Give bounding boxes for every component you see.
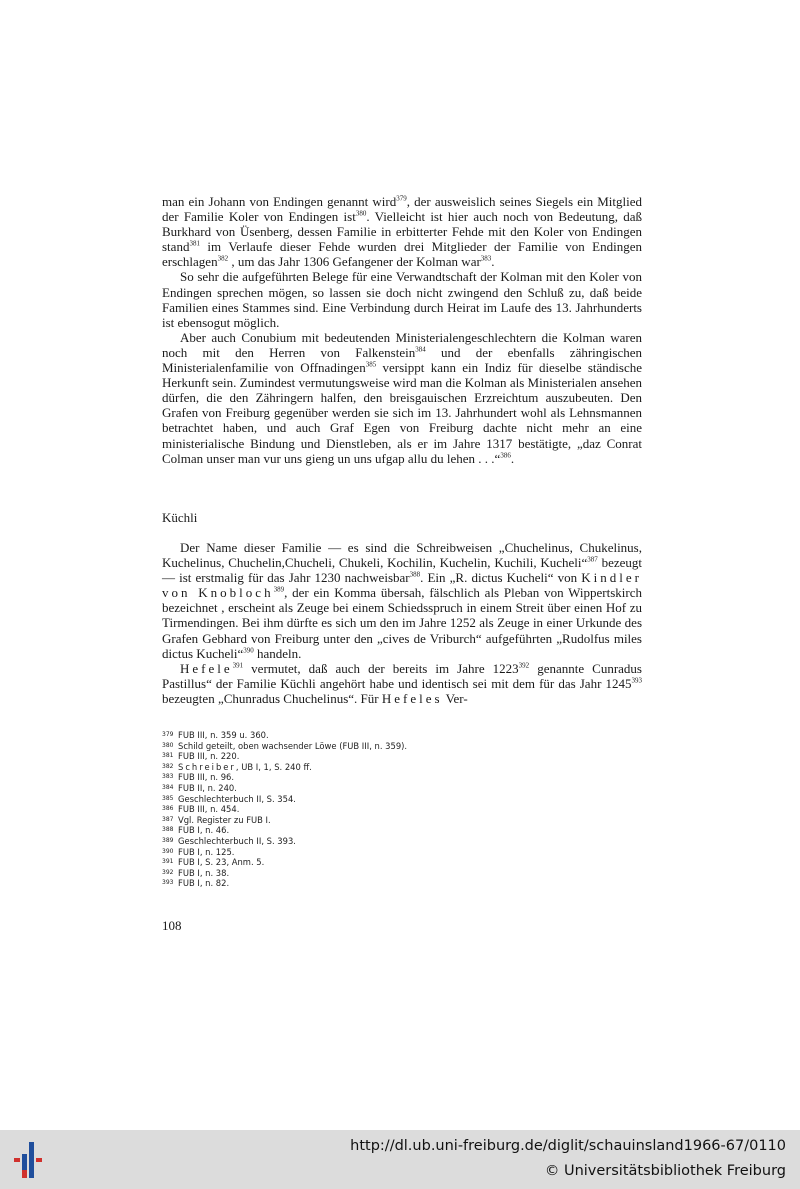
footnote-ref: 387	[587, 555, 598, 564]
footnote-ref: 380	[355, 209, 367, 218]
footer-bar	[0, 1130, 800, 1189]
footnote: 390 FUB I, n. 125.	[162, 846, 235, 857]
footnote: 387 Vgl. Register zu FUB I.	[162, 814, 271, 825]
footnote: 393 FUB I, n. 82.	[162, 878, 230, 889]
page-number: 108	[162, 918, 182, 933]
ub-freiburg-logo-icon[interactable]	[10, 1140, 50, 1180]
footnote-ref: 379	[396, 194, 407, 203]
paragraph-2: So sehr die aufgeführten Belege für eine Verwandtschaft der Kolman mit den Koler von Endingen sprechen mögen, so lassen sie doch nicht zwingend den Schluß zu, daß beide Familien eines Stammes sind. Eine Verbindung durch Heirat im Laufe des 13. Jahrhunderts ist ebensogut möglich.	[162, 269, 642, 330]
footnote-ref: 386	[500, 451, 511, 460]
paragraph-1: man ein Johann von Endingen genannt wird$^{379}$, der ausweislich seines Siegels ein Mitglied der Familie Koler von Endingen ist$^{380}$. Vielleicht ist hier auch noch von Bedeutung, daß Burkhard von Üsenberg, dessen Familie in erbitterter Fehde mit den Koler von Endingen stand$^{381}$ im Verlaufe dieser Fehde wurden drei Mitglieder der Familie von Endingen erschlagen$^{382}$ , um das Jahr 1306 Gefangener der Kolman war$^{383}$.	[162, 194, 642, 270]
footnote-ref: 382	[217, 255, 229, 264]
footnote-ref: 385	[365, 360, 377, 369]
text-block-kuechli	[162, 540, 642, 706]
footnote: 379 FUB III, n. 359 u. 360.	[162, 730, 269, 740]
footnote-ref: 389	[273, 585, 285, 594]
footnote-ref: 392	[518, 661, 530, 670]
footnote: 384 FUB II, n. 240.	[162, 782, 237, 793]
footnote: 380 Schild geteilt, oben wachsender Löwe (FUB III, n. 359).	[162, 740, 408, 751]
footnote: 392 FUB I, n. 38.	[162, 867, 230, 878]
copyright-text: © Universitätsbibliothek Freiburg	[544, 1163, 786, 1179]
footnotes	[162, 730, 642, 889]
footnote-ref: 391	[232, 661, 244, 670]
footnote: 381 FUB III, n. 220.	[162, 751, 240, 762]
paragraph-5: Hefele$^{391}$ vermutet, daß auch der bereits im Jahre 1223$^{392}$ genannte Cunradus Pastillus“ der Familie Küchli angehört habe und identisch sei mit dem für das Jahr 1245$^{393}$ bezeugten „Chunradus Chuchelinus“. Für Hefeles Ver-	[162, 660, 642, 706]
section-heading: Küchli	[162, 510, 198, 525]
footnote-ref: 381	[189, 239, 200, 248]
footnote: 383 FUB III, n. 96.	[162, 772, 235, 783]
spaced-name: Kindler von Knobloch	[162, 570, 643, 601]
footnote: 382 Schreiber, UB I, 1, S. 240 ff.	[162, 761, 312, 772]
spaced-name: Hefele	[180, 660, 233, 676]
footnote: 388 FUB I, n. 46.	[162, 825, 230, 836]
permalink-url[interactable]: http://dl.ub.uni-freiburg.de/diglit/schauinsland1966-67/0110	[350, 1138, 786, 1154]
paragraph-4: Der Name dieser Familie — es sind die Schreibweisen „Chuchelinus, Chukelinus, Kuchelinus, Chuchelin,Chucheli, Chukeli, Kochilin, Kuchelin, Kuchili, Kucheli“$^{387}$ bezeugt — ist erstmalig für das Jahr 1230 nachweisbar$^{388}$. Ein „R. dictus Kucheli“ von Kindler von Knobloch$^{389}$, der ein Komma übersah, fälschlich als Pleban von Wippertskirch bezeichnet , erscheint als Zeuge bei einem Schiedsspruch in einem Streit über einen Hof zu Tirmendingen. Bei ihm dürfte es sich um den im Jahre 1252 als Zeuge in einer Urkunde des Grafen Gebhard von Freiburg unter den „cives de Vriburch“ aufgeführten „Rudolfus miles dictus Kucheli“$^{390}$ handeln.	[162, 540, 643, 661]
footnote: 391 FUB I, S. 23, Anm. 5.	[162, 857, 265, 868]
footnote: 385 Geschlechterbuch II, S. 354.	[162, 793, 296, 804]
footnote: 386 FUB III, n. 454.	[162, 804, 240, 815]
paragraph-3: Aber auch Conubium mit bedeutenden Ministerialengeschlechtern die Kolman waren noch mit den Herren von Falkenstein$^{384}$ und der ebenfalls zähringischen Ministerialenfamilie von Offnadingen$^{385}$ versippt kann ein Indiz für dieselbe ständische Herkunft sein. Zumindest vermutungsweise wird man die Kolman als Ministerialen ansehen dürfen, die den Zähringern halfen, den breisgauischen Erzreichtum auszubeuten. Den Grafen von Freiburg gegenüber werden sie sich im 13. Jahrhundert wohl als Lehnsmannen betrachtet haben, und auch Graf Egen von Freiburg dachte nicht mehr an eine ministerialische Bindung und Dienstleben, als er im Jahre 1317 bestätigte, „daz Conrat Colman unser man vur uns gieng un uns ufgap allu du lehen . . .“$^{386}$.	[162, 329, 642, 466]
text-block-top	[162, 194, 642, 466]
footnote-ref: 390	[243, 646, 254, 655]
footnote-ref: 383	[480, 255, 492, 264]
footnote: 389 Geschlechterbuch II, S. 393.	[162, 835, 296, 846]
spaced-name: Hefeles	[381, 690, 443, 706]
footnote-ref: 388	[409, 570, 421, 579]
footnote-ref: 384	[415, 345, 426, 354]
footnote-ref: 393	[631, 676, 642, 685]
